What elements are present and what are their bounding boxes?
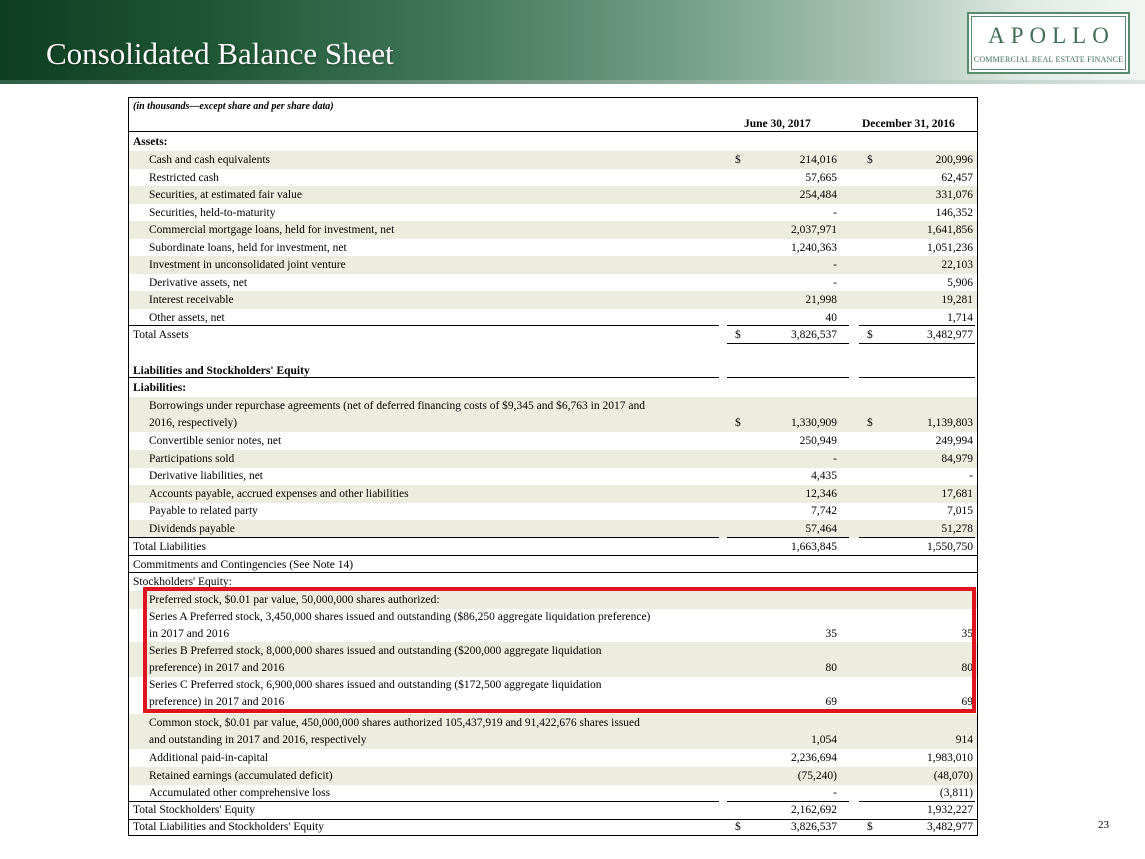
page-number: 23 [1098,819,1109,831]
value-dec-2016: 146,352 [935,206,973,219]
value-june-2017: 2,236,694 [791,752,837,764]
total-liabilities-and-equity-row [129,819,977,836]
lse-heading: Liabilities and Stockholders' Equity [133,365,310,377]
row-label: Securities, at estimated fair value [149,189,302,201]
currency-sign: $ [867,329,873,341]
section-heading-row [129,133,977,151]
table-row [129,414,977,432]
row-label: Securities, held-to-maturity [149,206,276,219]
row-label: Preferred stock, $0.01 par value, 50,000,000 shares authorized: [149,594,440,606]
table-row [129,309,977,327]
value-june-2017: 3,826,537 [791,329,837,341]
row-label: Retained earnings (accumulated deficit) [149,769,333,782]
row-label: Additional paid-in-capital [149,752,269,764]
table-row [129,731,977,749]
value-june-2017: - [833,452,837,465]
column-rule [859,377,975,378]
value-dec-2016: 80 [961,662,973,674]
value-dec-2016: 1,139,803 [927,417,973,429]
logo-tagline: COMMERCIAL REAL ESTATE FINANCE [973,55,1124,64]
row-label: Borrowings under repurchase agreements (net of deferred financing costs of $9,345 and $6,763 in 2017 and [149,400,645,412]
row-label: Derivative liabilities, net [149,470,264,482]
row-label: preference) in 2017 and 2016 [149,662,285,674]
value-june-2017: 69 [825,696,837,708]
value-dec-2016: 1,983,010 [927,752,973,764]
value-dec-2016: 19,281 [941,294,973,306]
column-rule [727,377,849,378]
value-june-2017: - [833,206,837,219]
total-liabilities-row [129,538,977,556]
row-label: in 2017 and 2016 [149,628,230,640]
value-june-2017: - [833,787,837,799]
value-dec-2016: 84,979 [941,452,973,465]
row-label: Commercial mortgage loans, held for investment, net [149,224,395,236]
table-row [129,467,977,485]
value-june-2017: 2,162,692 [791,804,837,816]
table-row [129,274,977,292]
row-label: Commitments and Contingencies (See Note 14) [133,559,354,571]
row-label: Subordinate loans, held for investment, net [149,241,347,254]
table-row [129,221,977,239]
value-dec-2016: 914 [955,734,973,746]
value-dec-2016: 1,714 [947,311,973,324]
apollo-logo [967,12,1130,74]
row-label: preference) in 2017 and 2016 [149,696,285,708]
table-row [129,450,977,468]
table-row [129,432,977,450]
value-june-2017: 1,240,363 [791,241,837,254]
value-dec-2016: 69 [961,696,973,708]
row-label: Accumulated other comprehensive loss [149,787,331,799]
row-label: Total Liabilities [133,541,206,553]
value-dec-2016: 22,103 [941,259,973,271]
table-row [129,239,977,257]
value-june-2017: 3,826,537 [791,821,837,833]
table-row [129,291,977,309]
value-june-2017: 2,037,971 [791,224,837,236]
currency-sign: $ [735,329,741,341]
currency-sign: $ [867,821,873,833]
currency-sign: $ [867,154,873,166]
table-row [129,397,977,415]
row-label: Total Stockholders' Equity [133,804,256,816]
value-dec-2016: 3,482,977 [927,821,973,833]
row-label: Total Liabilities and Stockholders' Equity [133,821,324,833]
value-june-2017: 1,663,845 [791,541,837,553]
logo-wordmark: APOLLO [988,23,1115,48]
table-row [129,204,977,222]
row-label: Investment in unconsolidated joint venture [149,259,346,271]
value-june-2017: 4,435 [811,470,837,482]
value-dec-2016: 249,994 [935,435,973,447]
value-dec-2016: 62,457 [941,171,973,184]
value-dec-2016: 1,932,227 [927,804,973,816]
value-dec-2016: 7,015 [947,505,973,517]
row-label: and outstanding in 2017 and 2016, respectively [149,734,367,746]
value-dec-2016: 3,482,977 [927,329,973,341]
value-june-2017: 21,998 [805,294,837,306]
units-note: (in thousands—except share and per share data) [133,101,334,112]
row-label: 2016, respectively) [149,417,238,429]
table-row [129,485,977,503]
value-dec-2016: 331,076 [935,189,973,201]
section-heading-row [129,379,977,397]
value-dec-2016: (48,070) [933,769,973,782]
row-label: Cash and cash equivalents [149,154,271,166]
value-dec-2016: 1,641,856 [927,224,973,236]
value-june-2017: - [833,259,837,271]
currency-sign: $ [735,154,741,166]
value-june-2017: 12,346 [805,487,837,500]
liabilities-heading: Liabilities: [133,382,187,394]
logo-frame [971,16,1126,70]
value-june-2017: 254,484 [799,189,837,201]
value-dec-2016: 1,550,750 [927,541,973,553]
preferred-stock-highlight [143,587,976,713]
stockholders-equity-heading: Stockholders' Equity: [133,576,232,588]
value-dec-2016: - [969,470,973,482]
table-note-row [129,98,977,116]
balance-sheet-table [128,97,978,836]
row-label: Series B Preferred stock, 8,000,000 shares issued and outstanding ($200,000 aggregate liquidation [149,645,602,657]
total-stockholders-equity-row [129,802,977,819]
value-dec-2016: 35 [961,628,973,640]
table-row [129,186,977,204]
table-row [129,256,977,274]
currency-sign: $ [735,821,741,833]
double-rule [859,343,975,344]
value-june-2017: 1,330,909 [791,417,837,429]
value-dec-2016: 1,051,236 [927,241,973,254]
value-june-2017: 35 [825,628,837,640]
assets-heading: Assets: [133,136,168,148]
row-label: Dividends payable [149,522,235,535]
table-row [129,714,977,732]
row-rule [129,377,719,378]
row-label: Convertible senior notes, net [149,435,282,447]
value-dec-2016: 200,996 [935,154,973,166]
currency-sign: $ [867,417,873,429]
row-label: Derivative assets, net [149,276,248,289]
row-label: Series A Preferred stock, 3,450,000 shares issued and outstanding ($86,250 aggregate liquidation preference) [149,611,651,623]
value-dec-2016: 17,681 [941,487,973,500]
value-june-2017: 214,016 [799,154,837,166]
value-june-2017: - [833,276,837,289]
row-label: Payable to related party [149,505,258,517]
row-label: Accounts payable, accrued expenses and other liabilities [149,487,409,500]
value-june-2017: 57,464 [805,522,837,535]
currency-sign: $ [735,417,741,429]
total-assets-row [129,326,977,344]
row-label: Restricted cash [149,171,219,184]
table-row [129,767,977,785]
value-june-2017: (75,240) [797,769,837,782]
value-june-2017: 1,054 [811,734,837,746]
table-row [129,151,977,169]
value-june-2017: 7,742 [811,505,837,517]
row-label: Other assets, net [149,311,225,324]
row-label: Series C Preferred stock, 6,900,000 shares issued and outstanding ($172,500 aggregate liquidation [149,679,602,691]
column-header-june-2017: June 30, 2017 [744,118,811,130]
row-label: Interest receivable [149,294,234,306]
value-dec-2016: 51,278 [941,522,973,535]
column-header-dec-2016: December 31, 2016 [862,118,955,130]
table-row [129,169,977,187]
banner-rule [0,80,1145,84]
table-row [129,502,977,520]
value-june-2017: 57,665 [805,171,837,184]
row-label: Participations sold [149,452,235,465]
table-row [129,520,977,538]
table-row [129,749,977,767]
header-rule [129,131,977,132]
row-label: Common stock, $0.01 par value, 450,000,000 shares authorized 105,437,919 and 91,422,676 shares issued [149,717,640,729]
value-june-2017: 250,949 [799,435,837,447]
table-row [129,784,977,802]
value-june-2017: 40 [825,311,837,324]
row-label: Total Assets [133,329,189,341]
value-june-2017: 80 [825,662,837,674]
value-dec-2016: 5,906 [947,276,973,289]
value-dec-2016: (3,811) [939,787,973,799]
page-title: Consolidated Balance Sheet [46,36,394,71]
double-rule [727,343,849,344]
